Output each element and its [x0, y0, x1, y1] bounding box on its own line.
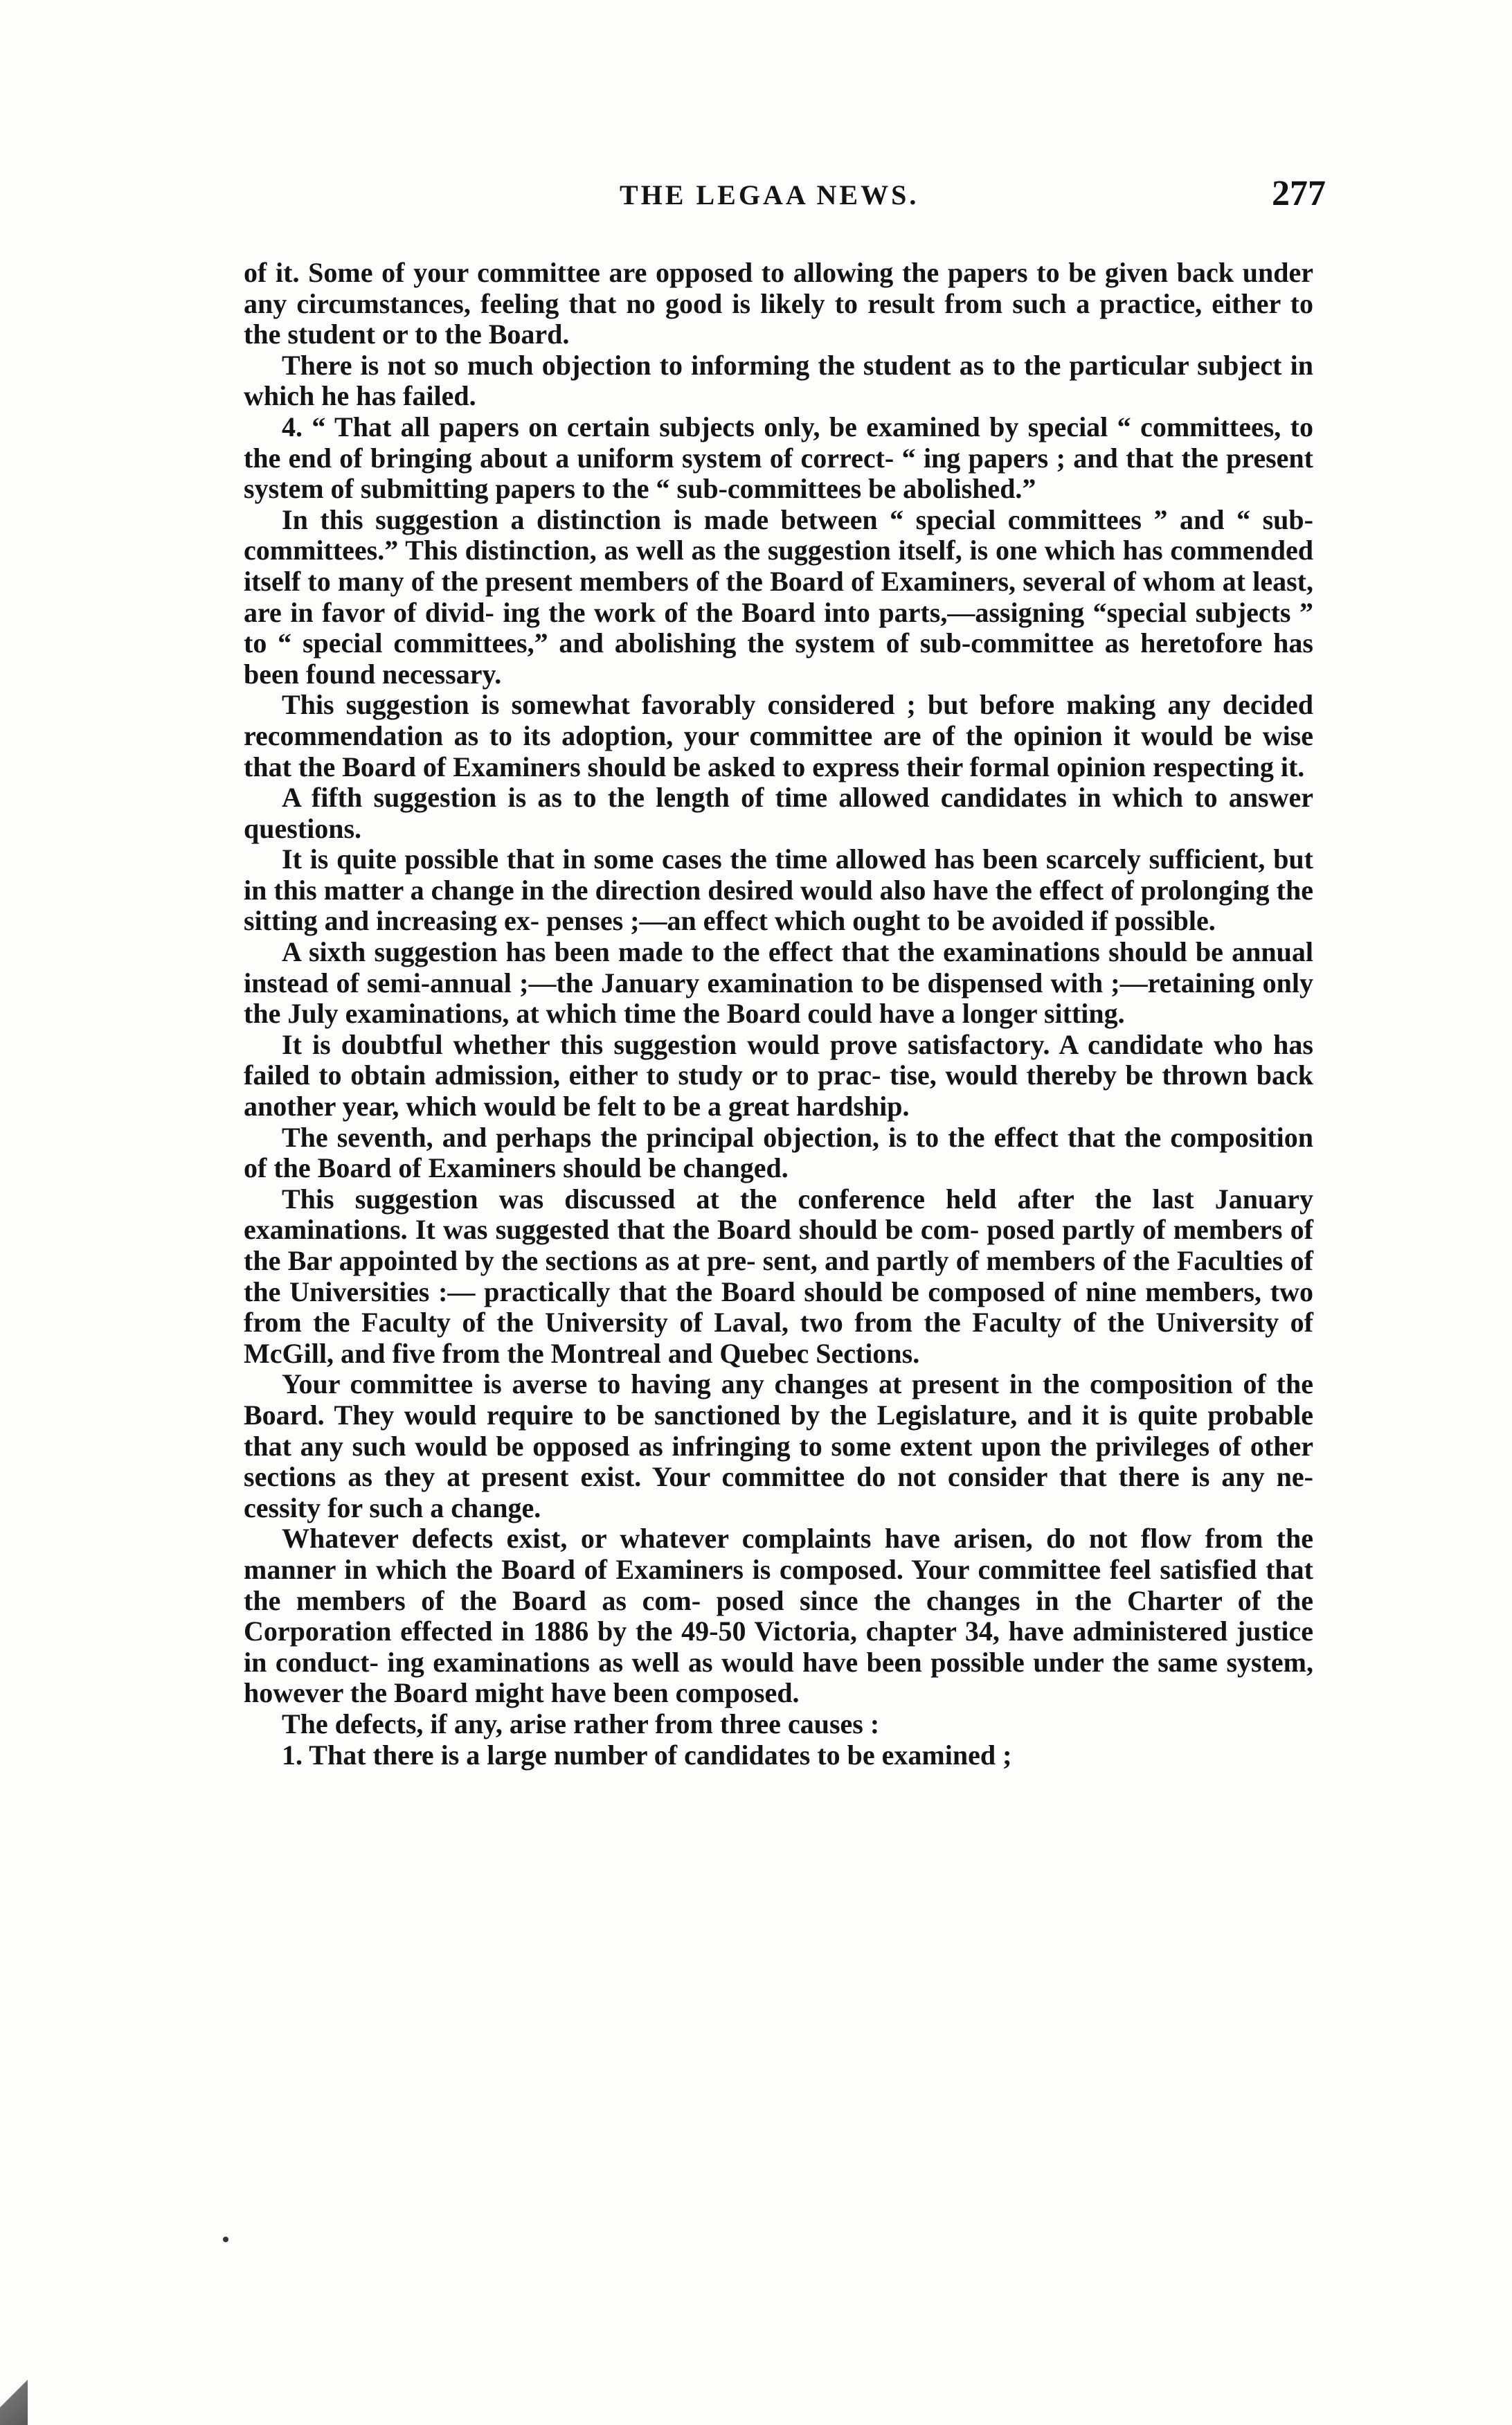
paragraph-student-subject: There is not so much objection to informing the student as to the particular subject in which he has failed. [244, 349, 1313, 412]
paragraph-sixth-suggestion: A sixth suggestion has been made to the effect that the examinations should be annual instead of semi-annual ;—the January examination to be dispensed with ;—retaining only the July examinations, at which time the Board could have a longer sitting. [244, 936, 1313, 1030]
paragraph-cause-one: 1. That there is a large number of candidates to be examined ; [282, 1739, 1012, 1771]
margin-speck [223, 2237, 228, 2242]
paragraph-distinction: In this suggestion a distinction is made between “ special committees ” and “ sub-committees.” This distinction, as well as the suggestion itself, is one which has commended itself to many of the present members of the Board of Examiners, several of whom at least, are in favor of divid- ing the work of the Board into parts,—assigning “special subjects ” to “ special committees,” and abolishing the system of sub-committee as heretofore has been found necessary. [244, 503, 1313, 690]
page-number: 277 [1272, 174, 1326, 213]
paragraph-three-causes: The defects, if any, arise rather from three causes : [282, 1708, 880, 1739]
paragraph-suggestion-four: 4. “ That all papers on certain subjects only, be examined by special “ committees, to the end of bringing about a uniform system of correct- “ ing papers ; and that the present system of submitting papers to the “ sub-committees be abolished.” [244, 411, 1313, 505]
paragraph-defects-exist: Whatever defects exist, or whatever complaints have arisen, do not flow from the manner in which the Board of Examiners is composed. Your committee feel satisfied that the members of the Board as com- posed since the changes in the Charter of the Corporation effected in 1886 by the 49-50 Victoria, chapter 34, have administered justice in conduct- ing examinations as well as would have been possible under the same system, however the Board might have been composed. [244, 1523, 1313, 1709]
paragraph-fifth-suggestion: A fifth suggestion is as to the length of time allowed candidates in which to answer questions. [244, 782, 1313, 844]
paragraph-time-allowed: It is quite possible that in some cases the time allowed has been scarcely sufficient, but in this matter a change in the direction desired would also have the effect of prolonging the sitting and increasing ex- penses ;—an effect which ought to be avoided if possible. [244, 843, 1313, 937]
body-text [244, 258, 1313, 1771]
paragraph-doubtful: It is doubtful whether this suggestion would prove satisfactory. A candidate who has failed to obtain admission, either to study or to prac- tise, would thereby be thrown back another year, which would be felt to be a great hardship. [244, 1028, 1313, 1122]
paragraph-seventh-objection: The seventh, and perhaps the principal objection, is to the effect that the composition of the Board of Examiners should be changed. [244, 1121, 1313, 1184]
paragraph-continuation: of it. Some of your committee are opposed to allowing the papers to be given back under any circumstances, feeling that no good is likely to result from such a practice, either to the student or to the Board. [244, 257, 1313, 350]
paragraph-averse: Your committee is averse to having any changes at present in the composition of the Board. They would require to be sanctioned by the Legislature, and it is quite probable that any such would be opposed as infringing to some extent upon the privileges of other sections as they at present exist. Your committee do not consider that there is any ne- cessity for such a change. [244, 1368, 1313, 1523]
paragraph-conference: This suggestion was discussed at the conference held after the last January examinations. It was suggested that the Board should be com- posed partly of members of the Bar appointed by the sections as at pre- sent, and partly of members of the Faculties of the Universities :— practically that the Board should be composed of nine members, two from the Faculty of the University of Laval, two from the Faculty of the University of McGill, and five from the Montreal and Quebec Sections. [244, 1183, 1313, 1369]
paragraph-favorably-considered: This suggestion is somewhat favorably considered ; but before making any decided recommendation as to its adoption, your committee are of the opinion it would be wise that the Board of Examiners should be asked to express their formal opinion respecting it. [244, 689, 1313, 782]
journal-title: THE LEGAA NEWS. [620, 179, 919, 211]
page-edge-smudge [0, 2377, 28, 2425]
running-head [249, 174, 1326, 220]
